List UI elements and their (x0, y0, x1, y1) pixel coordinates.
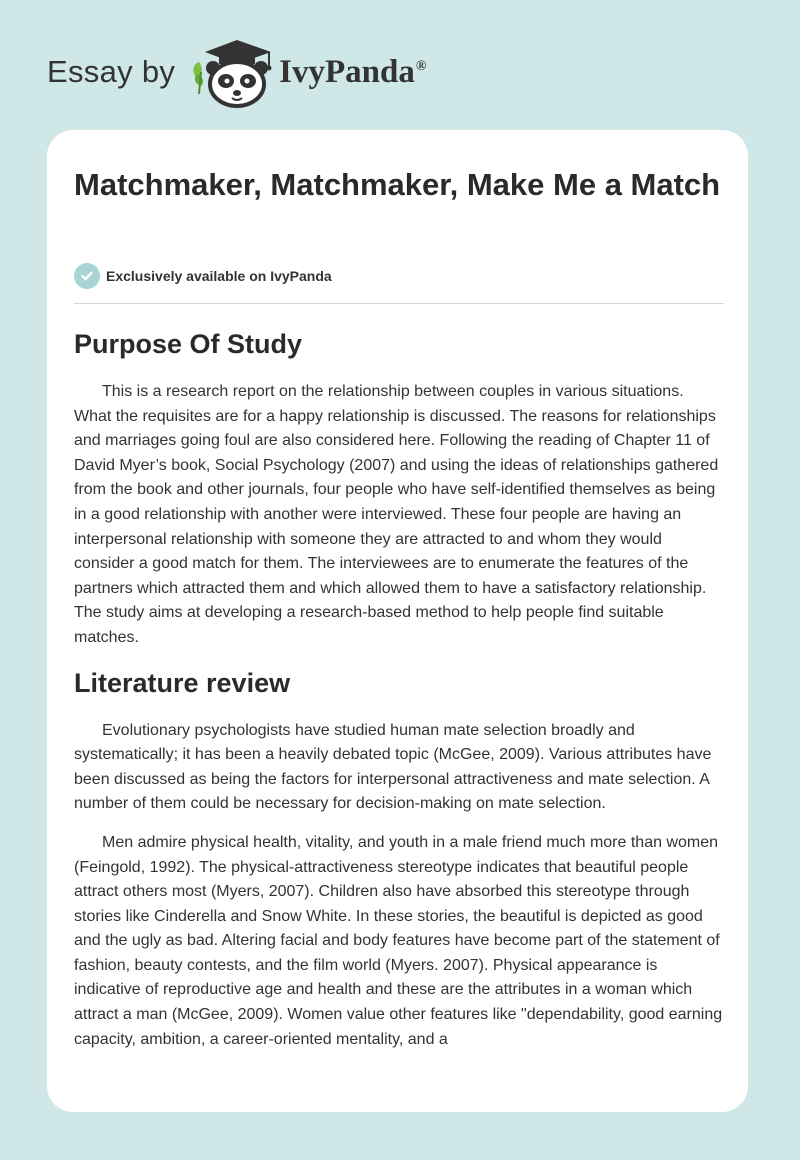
paragraph: Men admire physical health, vitality, and youth in a male friend much more than women (Feingold, 1992). The physical-attractiveness stereotype indicates that beautiful people attract others most (Myers, 2007). Children also have absorbed this stereotype through stories like Cinderella and Snow White. In these stories, the beautiful is depicted as good and the ugly as bad. Altering facial and body features have become part of the statement of fashion, beauty contests, and the film world (Myers. 2007). Physical appearance is indicative of reproductive age and health and these are the attributes in a woman which attract a man (McGee, 2009). Women value other features like "dependability, good earning capacity, ambition, a career-oriented mentality, and a (74, 833, 723, 1048)
article-title: Matchmaker, Matchmaker, Make Me a Match (74, 167, 721, 202)
badge-text: Exclusively available on IvyPanda (106, 268, 332, 284)
registered-mark: ® (415, 58, 427, 74)
check-circle-icon (74, 263, 100, 289)
article-body (74, 326, 724, 1066)
brand-header (47, 34, 426, 110)
divider (74, 303, 724, 304)
exclusive-badge (74, 263, 332, 289)
brand-prefix: Essay by (47, 54, 176, 89)
section-heading-literature: Literature review (74, 667, 291, 698)
brand-name: IvyPanda® (279, 53, 427, 90)
paragraph: Evolutionary psychologists have studied human mate selection broadly and systematically; it has been a heavily debated topic (McGee, 2009). Various attributes have been discussed as being the factors for interpersonal attractiveness and mate selection. A number of them could be necessary for decision-making on mate selection. (74, 721, 712, 813)
article-card (47, 130, 748, 1112)
section-heading-purpose: Purpose Of Study (74, 329, 303, 359)
panda-graduate-logo-icon (189, 34, 277, 110)
paragraph: This is a research report on the relationship between couples in various situations. What the requisites are for a happy relationship is discussed. The reasons for relationships and marriages going foul are also considered here. Following the reading of Chapter 11 of David Myer’s book, Social Psychology (2007) and using the ideas of relationships gathered from the book and other journals, four people who have self-identified themselves as being in a good relationship with another were interviewed. These four people are having an interpersonal relationship with someone they are attracted to and whom they would consider a good match for them. The interviewees are to enumerate the features of the partners which attracted them and which allowed them to have a satisfactory relationship. The study aims at developing a research-based method to help people find suitable matches. (74, 383, 719, 646)
